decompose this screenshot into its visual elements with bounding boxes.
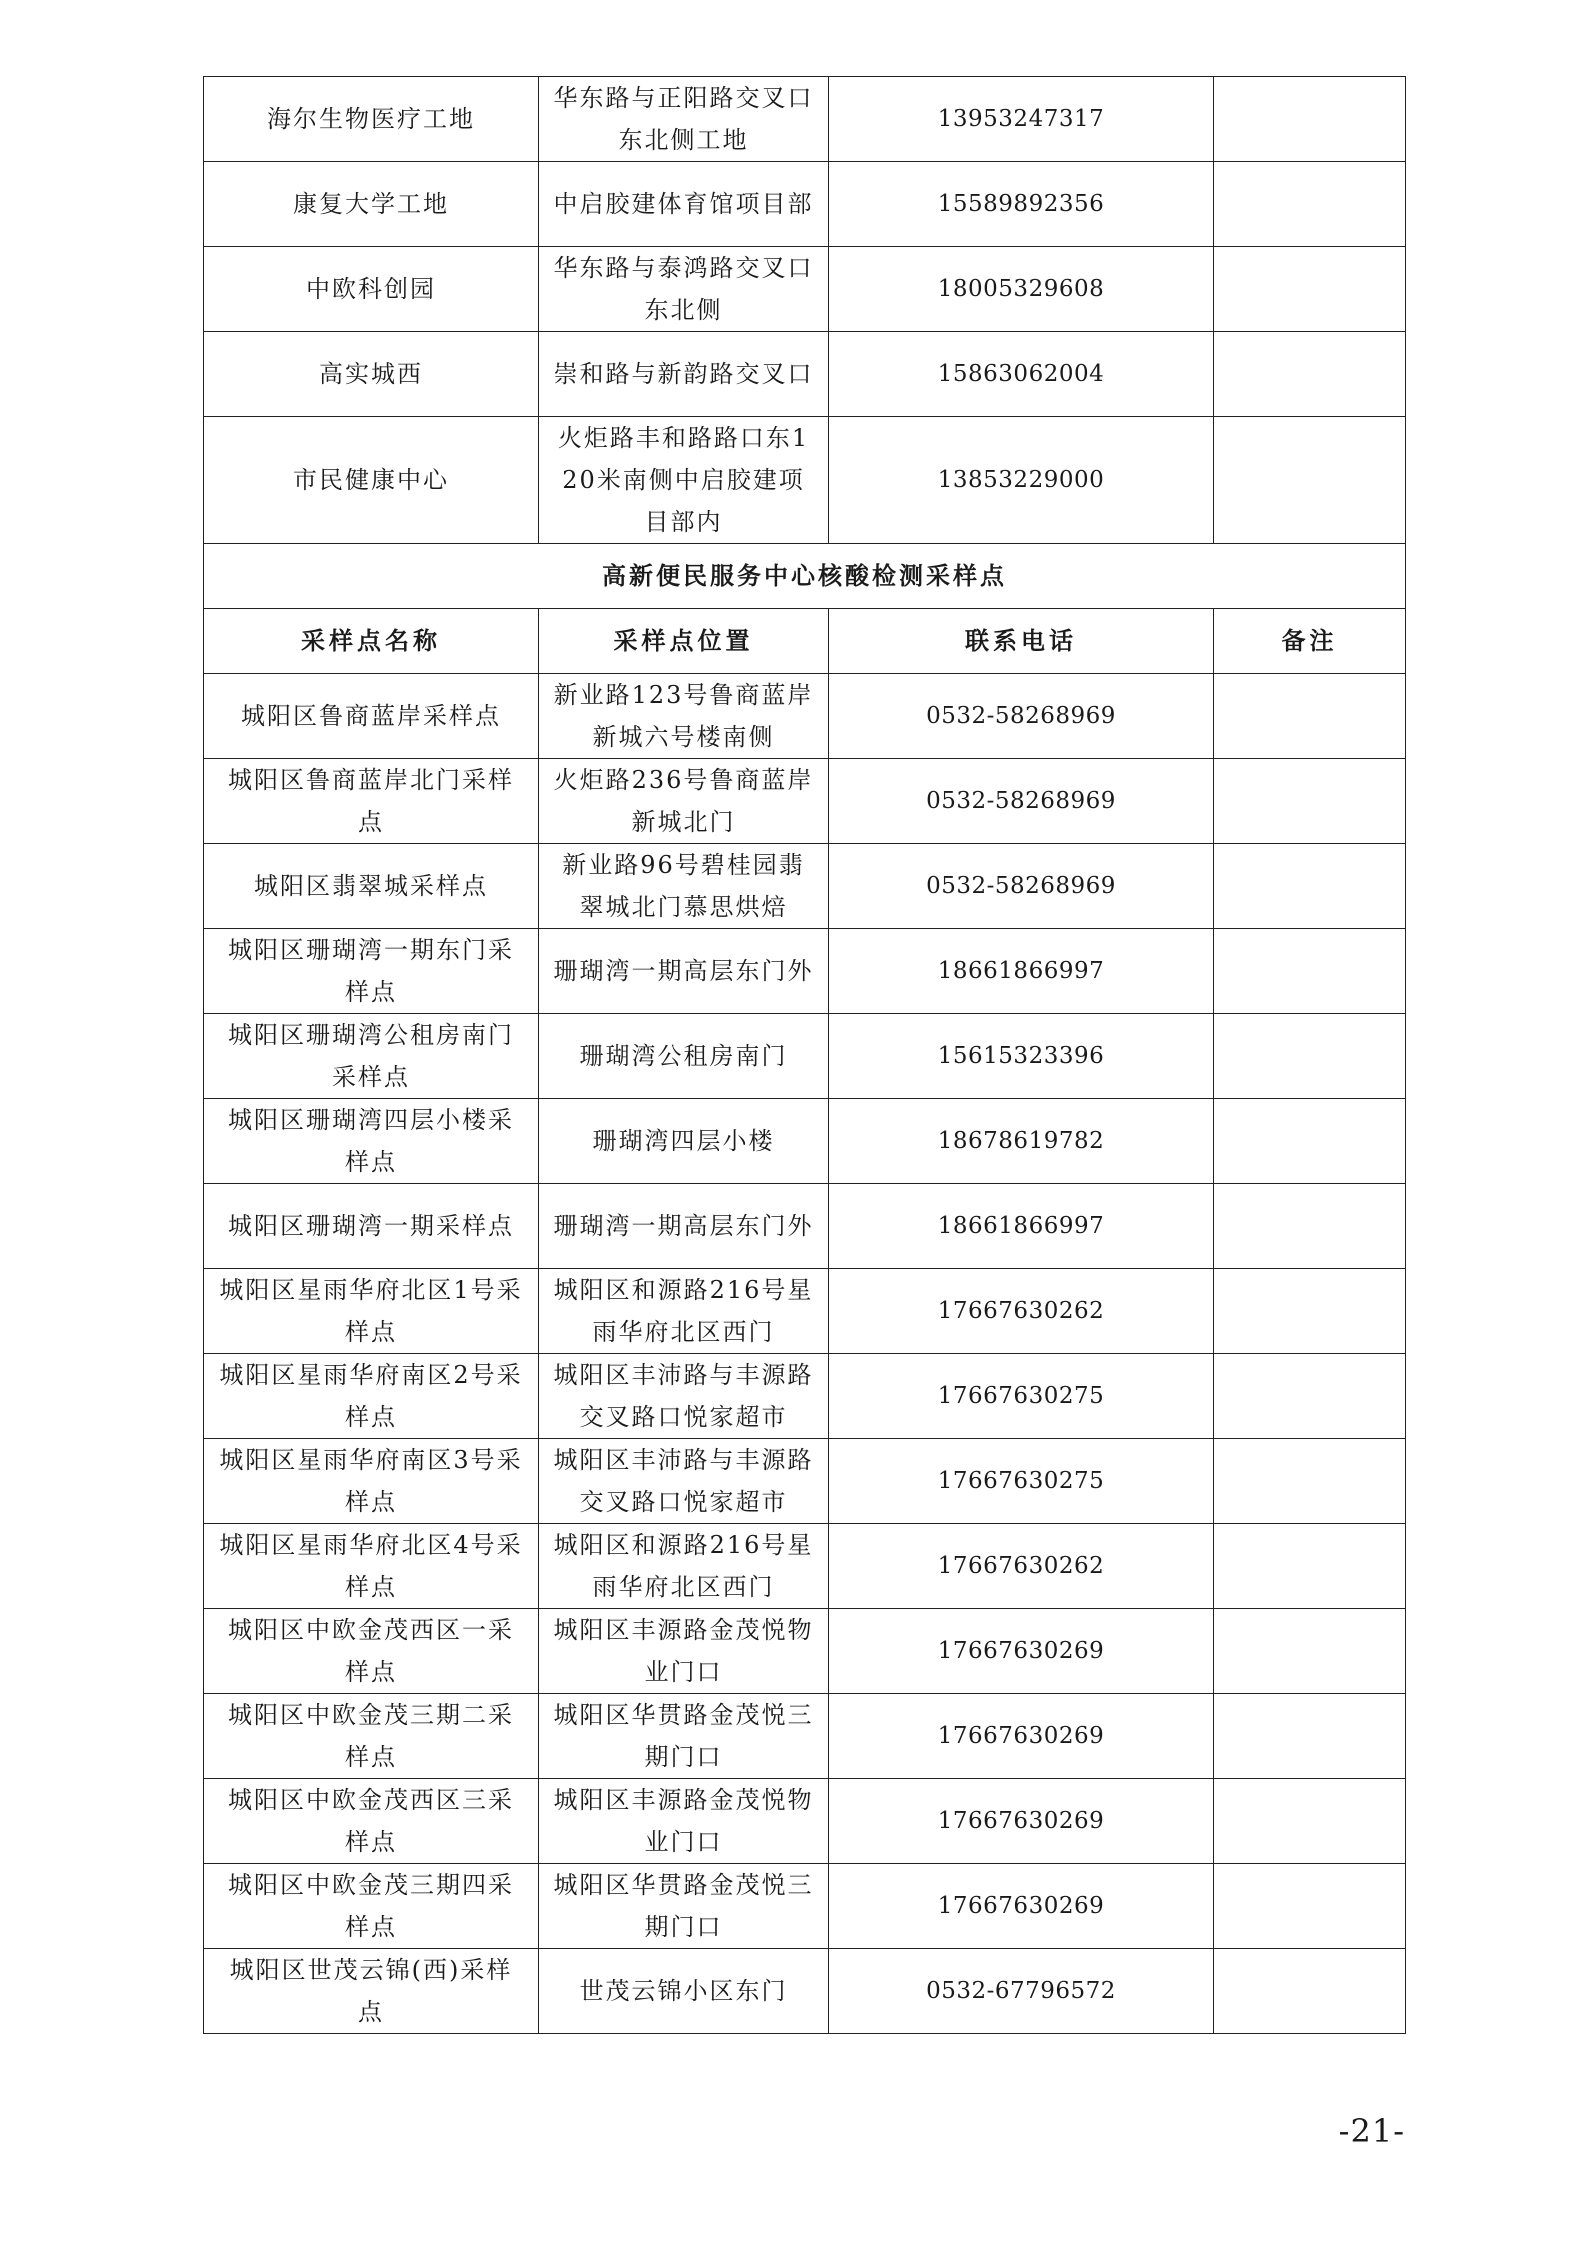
contact-phone: 0532-67796572 <box>829 1949 1214 2034</box>
contact-phone: 17667630269 <box>829 1609 1214 1694</box>
sampling-point-name: 城阳区星雨华府北区1号采样点 <box>204 1269 539 1354</box>
table-row <box>204 1014 1406 1099</box>
sampling-point-name: 城阳区珊瑚湾公租房南门采样点 <box>204 1014 539 1099</box>
contact-phone: 15615323396 <box>829 1014 1214 1099</box>
header-note: 备注 <box>1214 609 1406 674</box>
section-title-row <box>204 544 1406 609</box>
contact-phone: 0532-58268969 <box>829 844 1214 929</box>
remark-cell <box>1214 247 1406 332</box>
sampling-point-name: 城阳区珊瑚湾四层小楼采样点 <box>204 1099 539 1184</box>
contact-phone: 0532-58268969 <box>829 759 1214 844</box>
contact-phone: 15589892356 <box>829 162 1214 247</box>
table-row <box>204 1609 1406 1694</box>
sampling-point-name: 城阳区中欧金茂西区一采样点 <box>204 1609 539 1694</box>
sampling-point-name: 城阳区星雨华府南区3号采样点 <box>204 1439 539 1524</box>
remark-cell <box>1214 1354 1406 1439</box>
remark-cell <box>1214 1439 1406 1524</box>
sampling-point-name: 市民健康中心 <box>204 417 539 544</box>
remark-cell <box>1214 1864 1406 1949</box>
sampling-point-name: 城阳区星雨华府南区2号采样点 <box>204 1354 539 1439</box>
sampling-point-location: 珊瑚湾公租房南门 <box>539 1014 829 1099</box>
contact-phone: 18678619782 <box>829 1099 1214 1184</box>
table-row <box>204 332 1406 417</box>
table-row <box>204 162 1406 247</box>
sampling-point-location: 火炬路丰和路路口东120米南侧中启胶建项目部内 <box>539 417 829 544</box>
remark-cell <box>1214 1949 1406 2034</box>
sampling-point-location: 城阳区华贯路金茂悦三期门口 <box>539 1864 829 1949</box>
remark-cell <box>1214 844 1406 929</box>
table-row <box>204 1864 1406 1949</box>
remark-cell <box>1214 759 1406 844</box>
sampling-point-location: 华东路与泰鸿路交叉口东北侧 <box>539 247 829 332</box>
contact-phone: 17667630269 <box>829 1694 1214 1779</box>
table-row <box>204 844 1406 929</box>
sampling-point-location: 城阳区和源路216号星雨华府北区西门 <box>539 1269 829 1354</box>
table-row <box>204 1099 1406 1184</box>
sampling-point-location: 城阳区和源路216号星雨华府北区西门 <box>539 1524 829 1609</box>
remark-cell <box>1214 332 1406 417</box>
sampling-point-location: 城阳区华贯路金茂悦三期门口 <box>539 1694 829 1779</box>
table-body <box>204 77 1406 2034</box>
sampling-point-location: 珊瑚湾四层小楼 <box>539 1099 829 1184</box>
sampling-point-name: 城阳区世茂云锦(西)采样点 <box>204 1949 539 2034</box>
remark-cell <box>1214 1014 1406 1099</box>
sampling-point-name: 城阳区翡翠城采样点 <box>204 844 539 929</box>
section-title: 高新便民服务中心核酸检测采样点 <box>204 544 1406 609</box>
sampling-point-location: 新业路123号鲁商蓝岸新城六号楼南侧 <box>539 674 829 759</box>
sampling-point-name: 海尔生物医疗工地 <box>204 77 539 162</box>
header-phone: 联系电话 <box>829 609 1214 674</box>
table-row <box>204 247 1406 332</box>
sampling-point-location: 崇和路与新韵路交叉口 <box>539 332 829 417</box>
table-row <box>204 1779 1406 1864</box>
sampling-points-table <box>203 76 1406 2034</box>
sampling-point-name: 城阳区中欧金茂西区三采样点 <box>204 1779 539 1864</box>
sampling-point-location: 中启胶建体育馆项目部 <box>539 162 829 247</box>
table-row <box>204 1524 1406 1609</box>
sampling-point-location: 新业路96号碧桂园翡翠城北门慕思烘焙 <box>539 844 829 929</box>
remark-cell <box>1214 162 1406 247</box>
table-row <box>204 1694 1406 1779</box>
contact-phone: 17667630262 <box>829 1524 1214 1609</box>
remark-cell <box>1214 674 1406 759</box>
remark-cell <box>1214 417 1406 544</box>
remark-cell <box>1214 1184 1406 1269</box>
table-row <box>204 929 1406 1014</box>
contact-phone: 13853229000 <box>829 417 1214 544</box>
contact-phone: 18005329608 <box>829 247 1214 332</box>
sampling-point-location: 珊瑚湾一期高层东门外 <box>539 1184 829 1269</box>
sampling-point-name: 城阳区鲁商蓝岸北门采样点 <box>204 759 539 844</box>
table-row <box>204 1439 1406 1524</box>
contact-phone: 17667630269 <box>829 1779 1214 1864</box>
table-row <box>204 1354 1406 1439</box>
table-row <box>204 1269 1406 1354</box>
sampling-point-name: 城阳区中欧金茂三期二采样点 <box>204 1694 539 1779</box>
sampling-point-location: 城阳区丰源路金茂悦物业门口 <box>539 1779 829 1864</box>
remark-cell <box>1214 77 1406 162</box>
sampling-point-location: 城阳区丰源路金茂悦物业门口 <box>539 1609 829 1694</box>
contact-phone: 13953247317 <box>829 77 1214 162</box>
contact-phone: 18661866997 <box>829 929 1214 1014</box>
table-row <box>204 674 1406 759</box>
remark-cell <box>1214 929 1406 1014</box>
sampling-point-name: 康复大学工地 <box>204 162 539 247</box>
page-number: -21- <box>1338 2112 1405 2150</box>
sampling-point-name: 城阳区珊瑚湾一期采样点 <box>204 1184 539 1269</box>
sampling-point-location: 城阳区丰沛路与丰源路交叉路口悦家超市 <box>539 1354 829 1439</box>
sampling-point-location: 珊瑚湾一期高层东门外 <box>539 929 829 1014</box>
table-row <box>204 77 1406 162</box>
contact-phone: 18661866997 <box>829 1184 1214 1269</box>
contact-phone: 17667630262 <box>829 1269 1214 1354</box>
contact-phone: 17667630275 <box>829 1439 1214 1524</box>
remark-cell <box>1214 1694 1406 1779</box>
table-header-row <box>204 609 1406 674</box>
table-row <box>204 1949 1406 2034</box>
sampling-point-name: 中欧科创园 <box>204 247 539 332</box>
remark-cell <box>1214 1269 1406 1354</box>
sampling-point-name: 高实城西 <box>204 332 539 417</box>
table-row <box>204 417 1406 544</box>
contact-phone: 17667630269 <box>829 1864 1214 1949</box>
remark-cell <box>1214 1779 1406 1864</box>
sampling-point-name: 城阳区鲁商蓝岸采样点 <box>204 674 539 759</box>
sampling-point-location: 世茂云锦小区东门 <box>539 1949 829 2034</box>
sampling-point-name: 城阳区中欧金茂三期四采样点 <box>204 1864 539 1949</box>
header-name: 采样点名称 <box>204 609 539 674</box>
table-row <box>204 1184 1406 1269</box>
sampling-point-location: 城阳区丰沛路与丰源路交叉路口悦家超市 <box>539 1439 829 1524</box>
contact-phone: 17667630275 <box>829 1354 1214 1439</box>
contact-phone: 0532-58268969 <box>829 674 1214 759</box>
table-row <box>204 759 1406 844</box>
sampling-point-location: 火炬路236号鲁商蓝岸新城北门 <box>539 759 829 844</box>
contact-phone: 15863062004 <box>829 332 1214 417</box>
sampling-point-name: 城阳区星雨华府北区4号采样点 <box>204 1524 539 1609</box>
sampling-point-location: 华东路与正阳路交叉口东北侧工地 <box>539 77 829 162</box>
remark-cell <box>1214 1524 1406 1609</box>
remark-cell <box>1214 1099 1406 1184</box>
sampling-point-name: 城阳区珊瑚湾一期东门采样点 <box>204 929 539 1014</box>
header-location: 采样点位置 <box>539 609 829 674</box>
remark-cell <box>1214 1609 1406 1694</box>
